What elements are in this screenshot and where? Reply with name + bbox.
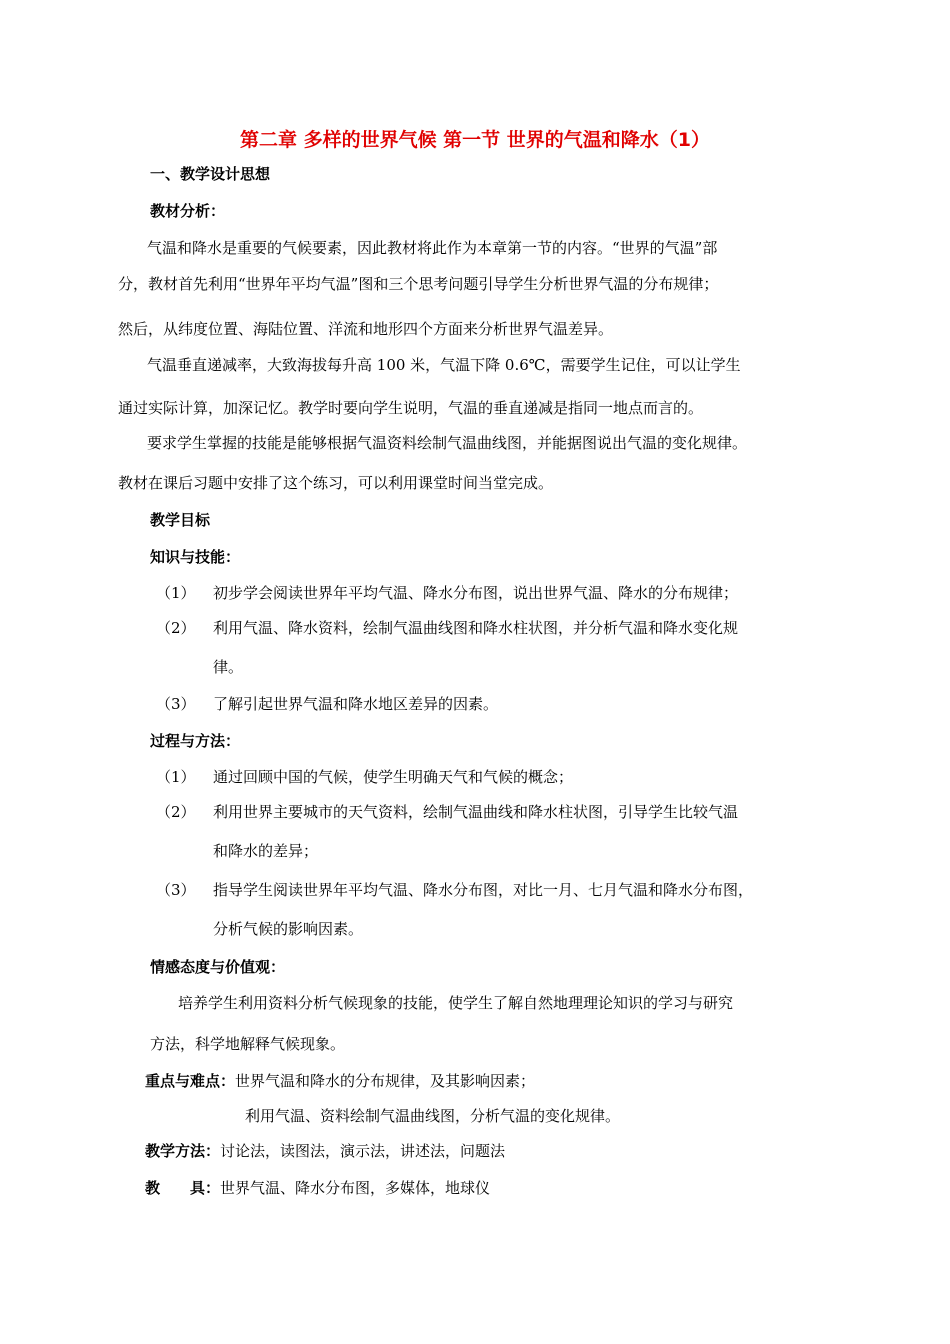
knowledge-num-3: （3）: [156, 695, 196, 713]
knowledge-num-1: （1）: [156, 584, 196, 602]
knowledge-item-2: 利用气温、降水资料，绘制气温曲线图和降水柱状图，并分析气温和降水变化规: [213, 619, 739, 637]
page-title: 第二章 多样的世界气候 第一节 世界的气温和降水（1）: [239, 129, 711, 151]
process-heading: 过程与方法：: [150, 732, 241, 750]
process-num-1: （1）: [156, 768, 196, 786]
tools-label: 教 具：: [145, 1179, 221, 1197]
knowledge-item-1: 初步学会阅读世界年平均气温、降水分布图，说出世界气温、降水的分布规律；: [213, 584, 739, 602]
material-heading: 教材分析：: [150, 202, 226, 220]
process-item-1: 通过回顾中国的气候，使学生明确天气和气候的概念；: [213, 768, 574, 786]
method-text: 讨论法，读图法，演示法，讲述法，问题法: [220, 1142, 506, 1160]
process-item-3: 指导学生阅读世界年平均气温、降水分布图，对比一月、七月气温和降水分布图，: [213, 881, 754, 899]
material-line-1: 气温和降水是重要的气候要素，因此教材将此作为本章第一节的内容。“世界的气温”部: [147, 239, 718, 257]
material-line-3: 然后，从纬度位置、海陆位置、洋流和地形四个方面来分析世界气温差异。: [118, 320, 614, 338]
material-line-6: 要求学生掌握的技能是能够根据气温资料绘制气温曲线图，并能据图说出气温的变化规律。: [147, 434, 748, 452]
emotion-line-1: 培养学生利用资料分析气候现象的技能，使学生了解自然地理理论知识的学习与研究: [178, 994, 734, 1012]
method-label: 教学方法：: [145, 1142, 221, 1160]
tools-text: 世界气温、降水分布图，多媒体，地球仪: [220, 1179, 491, 1197]
key-points-text-2: 利用气温、资料绘制气温曲线图，分析气温的变化规律。: [245, 1107, 621, 1125]
emotion-heading: 情感态度与价值观：: [150, 958, 286, 976]
material-line-2: 分，教材首先利用“世界年平均气温”图和三个思考问题引导学生分析世界气温的分布规律；: [118, 275, 719, 293]
key-points-text: 世界气温和降水的分布规律，及其影响因素；: [235, 1072, 536, 1090]
method-row: [145, 1140, 505, 1161]
process-num-3: （3）: [156, 881, 196, 899]
tools-row: [145, 1177, 490, 1198]
goals-heading: 教学目标: [150, 511, 211, 529]
emotion-line-2: 方法，科学地解释气候现象。: [150, 1035, 346, 1053]
knowledge-item-3: 了解引起世界气温和降水地区差异的因素。: [213, 695, 499, 713]
material-line-7: 教材在课后习题中安排了这个练习，可以利用课堂时间当堂完成。: [118, 474, 554, 492]
key-points-label: 重点与难点：: [145, 1072, 236, 1090]
material-line-4: 气温垂直递减率，大致海拔每升高 100 米，气温下降 0.6℃，需要学生记住，可以让学生: [147, 356, 741, 374]
section-heading: 一、教学设计思想: [150, 165, 271, 183]
process-item-3-cont: 分析气候的影响因素。: [213, 920, 364, 938]
process-item-2-cont: 和降水的差异；: [213, 842, 319, 860]
knowledge-num-2: （2）: [156, 619, 196, 637]
process-num-2: （2）: [156, 803, 196, 821]
key-points-row: [145, 1070, 535, 1091]
knowledge-heading: 知识与技能：: [150, 548, 241, 566]
process-item-2: 利用世界主要城市的天气资料，绘制气温曲线和降水柱状图，引导学生比较气温: [213, 803, 739, 821]
knowledge-item-2-cont: 律。: [213, 658, 244, 676]
material-line-5: 通过实际计算，加深记忆。教学时要向学生说明，气温的垂直递减是指同一地点而言的。: [118, 399, 704, 417]
